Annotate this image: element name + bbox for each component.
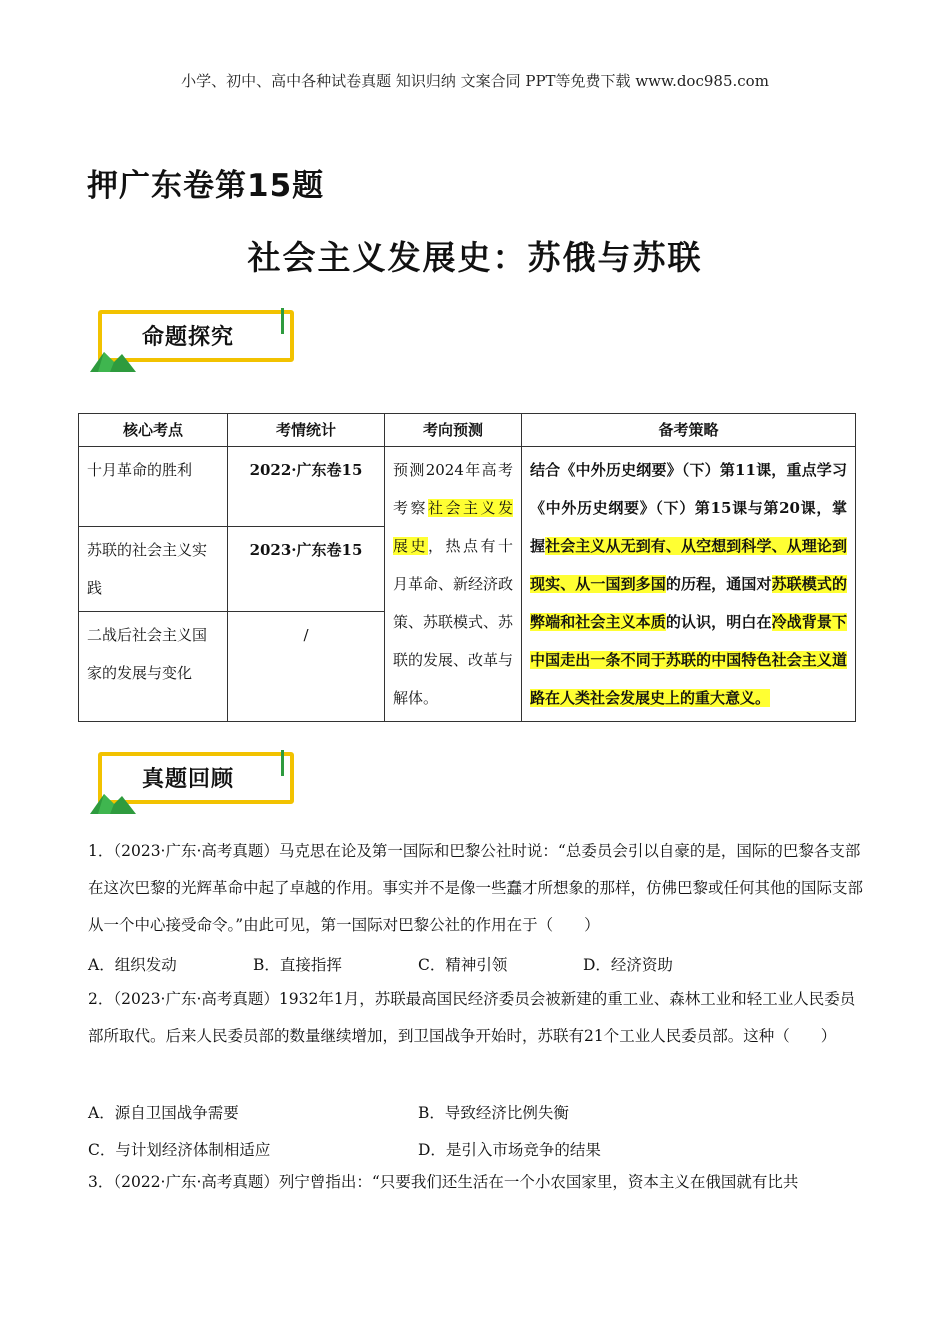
section-badge-review <box>90 752 300 816</box>
strategy-highlight: 冷战背景下中国走出一条不同于苏联的中国特色社会主义道路在人类社会发展史上的重大意义。 <box>530 613 847 707</box>
q1-option-d: D．经济资助 <box>583 956 673 974</box>
strategy-highlight: 苏联模式的弊端和社会主义本质 <box>530 575 847 631</box>
hill-icon <box>90 772 136 814</box>
stat-cell: 2022·广东卷15 <box>228 447 385 527</box>
forecast-text: 预测2024年高考考察 <box>393 461 513 517</box>
q2-option-c: C．与计划经济体制相适应 <box>88 1141 271 1159</box>
stat-cell: 2023·广东卷15 <box>228 527 385 612</box>
strategy-text: 的历程，通国对 <box>665 575 772 593</box>
q1-option-a: A．组织发动 <box>88 956 177 974</box>
strategy-text: 的认识，明白在 <box>665 613 772 631</box>
section-badge-exploration <box>90 310 300 374</box>
q1-option-b: B．直接指挥 <box>253 956 342 974</box>
q2-option-b: B．导致经济比例失衡 <box>418 1104 569 1122</box>
col-header-stat: 考情统计 <box>228 414 385 447</box>
table-header-row <box>79 414 856 447</box>
col-header-forecast: 考向预测 <box>385 414 522 447</box>
col-header-topic: 核心考点 <box>79 414 228 447</box>
forecast-text: ，热点有十月革命、新经济政策、苏联模式、苏联的发展、改革与解体。 <box>393 537 514 707</box>
q2-option-d: D．是引入市场竞争的结果 <box>418 1141 601 1159</box>
question-2-text: 2．（2023·广东·高考真题）1932年1月，苏联最高国民经济委员会被新建的重工业、森林工业和轻工业人民委员部所取代。后来人民委员部的数量继续增加，到卫国战争开始时，苏联有21个工业人民委员部。这种（ ） <box>88 990 856 1045</box>
question-1-text: 1．（2023·广东·高考真题）马克思在论及第一国际和巴黎公社时说：“总委员会引以自豪的是，国际的巴黎各支部在这次巴黎的光辉革命中起了卓越的作用。事实并不是像一些蠢才所想象的那样，仿佛巴黎或任何其他的国际支部从一个中心接受命令。”由此可见，第一国际对巴黎公社的作用在于（ ） <box>88 842 864 934</box>
strategy-highlight: 社会主义从无到有、从空想到科学、从理论到现实、从一国到多国 <box>530 537 847 593</box>
table-row <box>79 447 856 527</box>
section-badge-label: 真题回顾 <box>142 767 235 792</box>
page-title: 押广东卷第15题 <box>87 168 325 204</box>
topic-cell: 二战后社会主义国家的发展与变化 <box>79 612 228 722</box>
col-header-strategy: 备考策略 <box>522 414 856 447</box>
strategy-cell <box>522 447 856 722</box>
analysis-table <box>78 413 856 722</box>
q1-option-c: C．精神引领 <box>418 956 508 974</box>
section-badge-label: 命题探究 <box>142 325 235 350</box>
topic-cell: 十月革命的胜利 <box>79 447 228 527</box>
hill-icon <box>90 330 136 372</box>
strategy-text: 结合《中外历史纲要》（下）第11课，重点学习《中外历史纲要》（下）第15课与第20课，掌握 <box>530 461 847 555</box>
question-3-text: 3．（2022·广东·高考真题）列宁曾指出：“只要我们还生活在一个小农国家里，资本主义在俄国就有比共 <box>88 1173 799 1191</box>
stat-cell: / <box>228 612 385 722</box>
page-header: 小学、初中、高中各种试卷真题 知识归纳 文案合同 PPT等免费下载 www.doc985.com <box>181 72 769 90</box>
page-subtitle: 社会主义发展史：苏俄与苏联 <box>247 238 703 277</box>
q2-option-a: A．源自卫国战争需要 <box>88 1104 239 1122</box>
forecast-cell <box>385 447 522 722</box>
forecast-highlight: 社会主义发展史 <box>393 499 513 555</box>
topic-cell: 苏联的社会主义实践 <box>79 527 228 612</box>
